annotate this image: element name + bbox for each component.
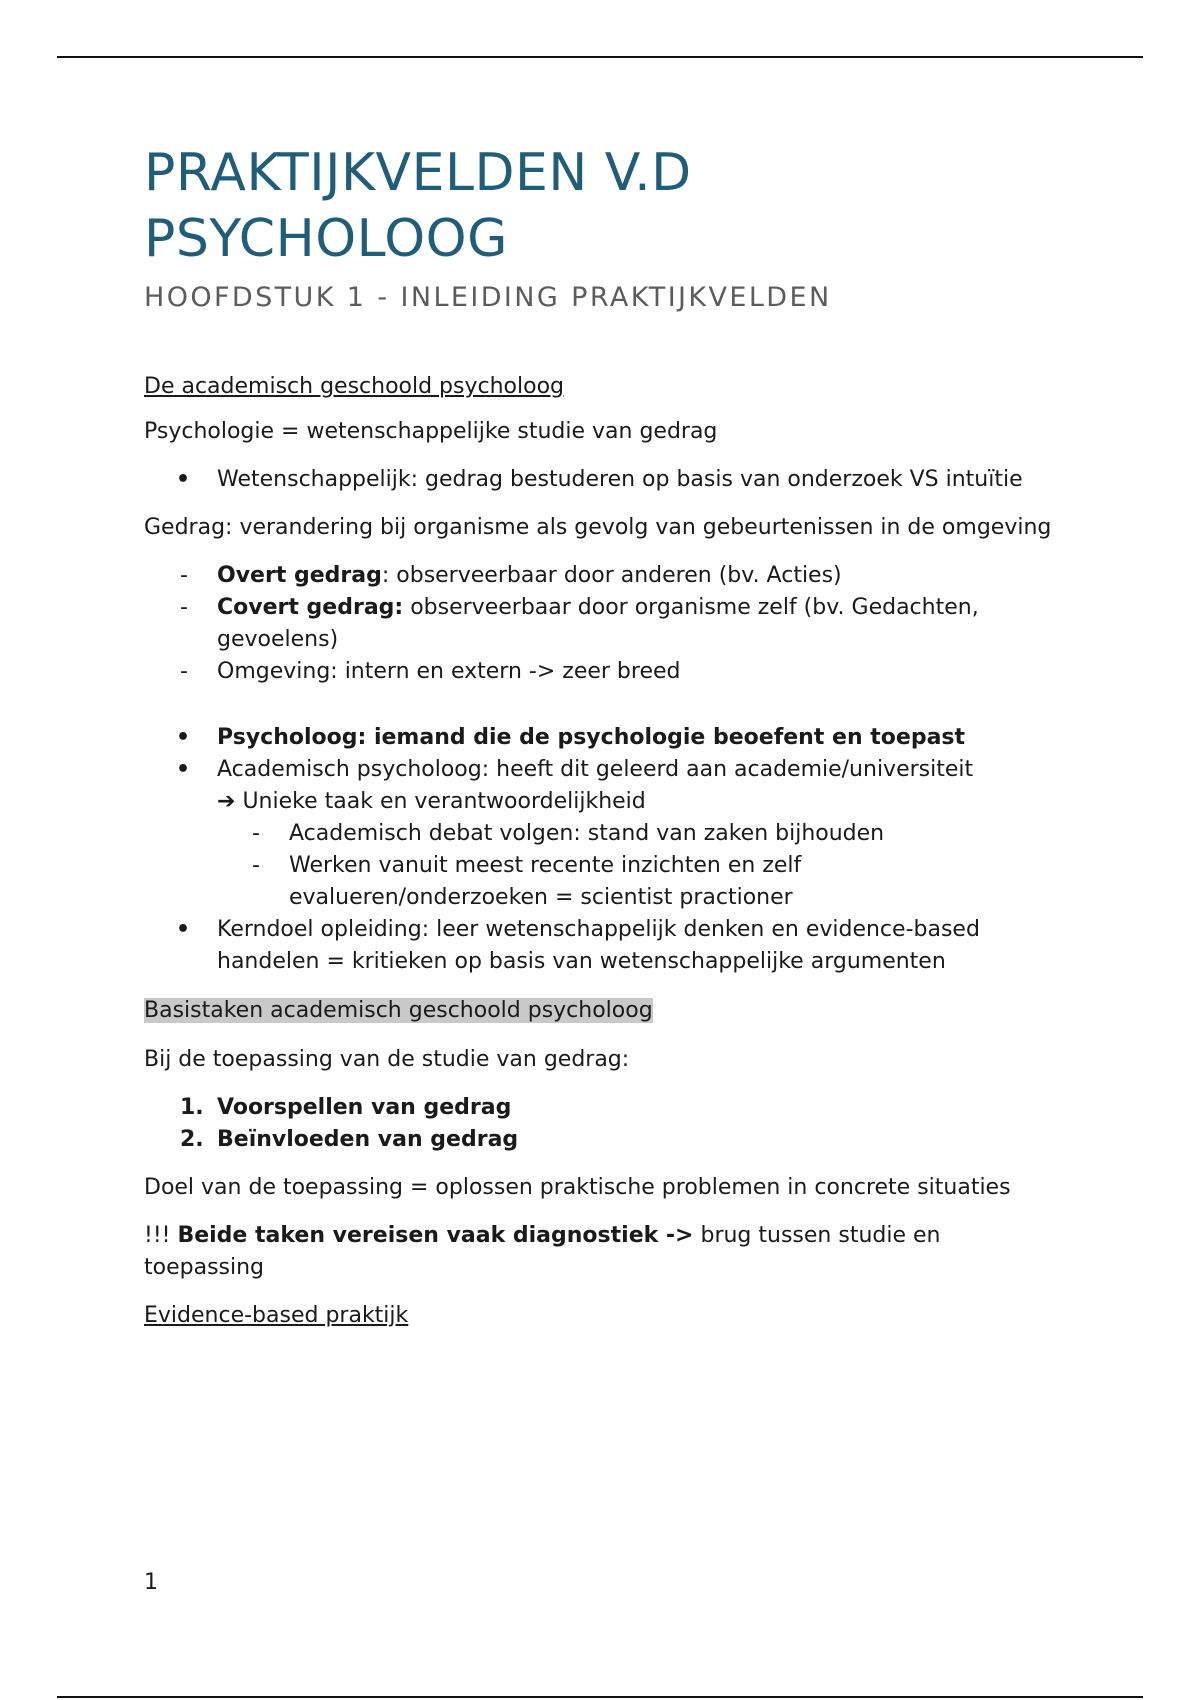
- highlighted-heading: Basistaken academisch geschoold psycholoog: [144, 998, 653, 1023]
- numbered-item: [144, 1124, 1064, 1156]
- body-content: [144, 371, 1064, 1332]
- sub-dash-item: [144, 850, 1064, 914]
- exclamation-prefix: !!!: [144, 1223, 178, 1248]
- bullet-text: Kerndoel opleiding: leer wetenschappelijk denken en evidence-based handelen = kritieken op basis van wetenschappelijke argumenten: [217, 917, 980, 974]
- bullet-text: Wetenschappelijk: gedrag bestuderen op basis van onderzoek VS intuïtie: [217, 467, 1023, 492]
- bottom-border-line: [57, 1696, 1143, 1698]
- dash-bold-text: Overt gedrag: [217, 563, 382, 588]
- document-title: [144, 140, 1064, 272]
- arrow-icon: ➔: [217, 789, 236, 814]
- numbered-text: Voorspellen van gedrag: [217, 1095, 512, 1120]
- bullet-item: [144, 464, 1064, 496]
- sub-dash-text: Academisch debat volgen: stand van zaken bijhouden: [289, 821, 885, 846]
- dash-item: [144, 656, 1064, 688]
- diagnostics-bold: Beide taken vereisen vaak diagnostiek ->: [177, 1223, 694, 1248]
- page-number: 1: [144, 1570, 158, 1595]
- document-subtitle: HOOFDSTUK 1 - INLEIDING PRAKTIJKVELDEN: [144, 282, 832, 313]
- bullet-text: Academisch psycholoog: heeft dit geleerd aan academie/universiteit: [217, 757, 974, 782]
- dash-item: [144, 592, 1064, 656]
- section-heading-academic: De academisch geschoold psycholoog: [144, 374, 564, 399]
- arrow-line: [144, 786, 1064, 818]
- numbered-item: [144, 1092, 1064, 1124]
- paragraph-goal: Doel van de toepassing = oplossen praktische problemen in concrete situaties: [144, 1175, 1011, 1200]
- paragraph-diagnostics: [144, 1220, 1064, 1284]
- title-line-2: PSYCHOLOOG: [144, 209, 508, 269]
- section-heading-evidence: Evidence-based praktijk: [144, 1303, 409, 1328]
- paragraph-psychology-definition: Psychologie = wetenschappelijke studie van gedrag: [144, 419, 718, 444]
- item-number: 2.: [180, 1127, 204, 1152]
- title-line-1: PRAKTIJKVELDEN V.D: [144, 143, 692, 203]
- sub-dash-item: [144, 818, 1064, 850]
- bullet-item: [144, 914, 1064, 978]
- dash-bold-text: Covert gedrag:: [217, 595, 404, 620]
- arrow-text: Unieke taak en verantwoordelijkheid: [242, 789, 646, 814]
- diagnostics-rest: brug tussen studie en toepassing: [144, 1223, 941, 1280]
- paragraph-behavior-definition: Gedrag: verandering bij organisme als gevolg van gebeurtenissen in de omgeving: [144, 515, 1052, 540]
- dash-text: Omgeving: intern en extern -> zeer breed: [217, 659, 681, 684]
- paragraph-application: Bij de toepassing van de studie van gedrag:: [144, 1047, 630, 1072]
- sub-dash-text: Werken vanuit meest recente inzichten en zelf evalueren/onderzoeken = scientist practioner: [289, 853, 802, 910]
- section-heading-basic-tasks: [144, 995, 1064, 1027]
- dash-text: observeerbaar door organisme zelf (bv. Gedachten, gevoelens): [217, 595, 979, 652]
- item-number: 1.: [180, 1095, 204, 1120]
- bullet-item: [144, 754, 1064, 786]
- dash-text: : observeerbaar door anderen (bv. Acties): [381, 563, 842, 588]
- bullet-text: Psycholoog: iemand die de psychologie beoefent en toepast: [217, 725, 966, 750]
- bullet-item: [144, 722, 1064, 754]
- document-page: [144, 140, 1064, 1332]
- numbered-text: Beïnvloeden van gedrag: [217, 1127, 519, 1152]
- dash-item: [144, 560, 1064, 592]
- top-border-line: [57, 56, 1143, 58]
